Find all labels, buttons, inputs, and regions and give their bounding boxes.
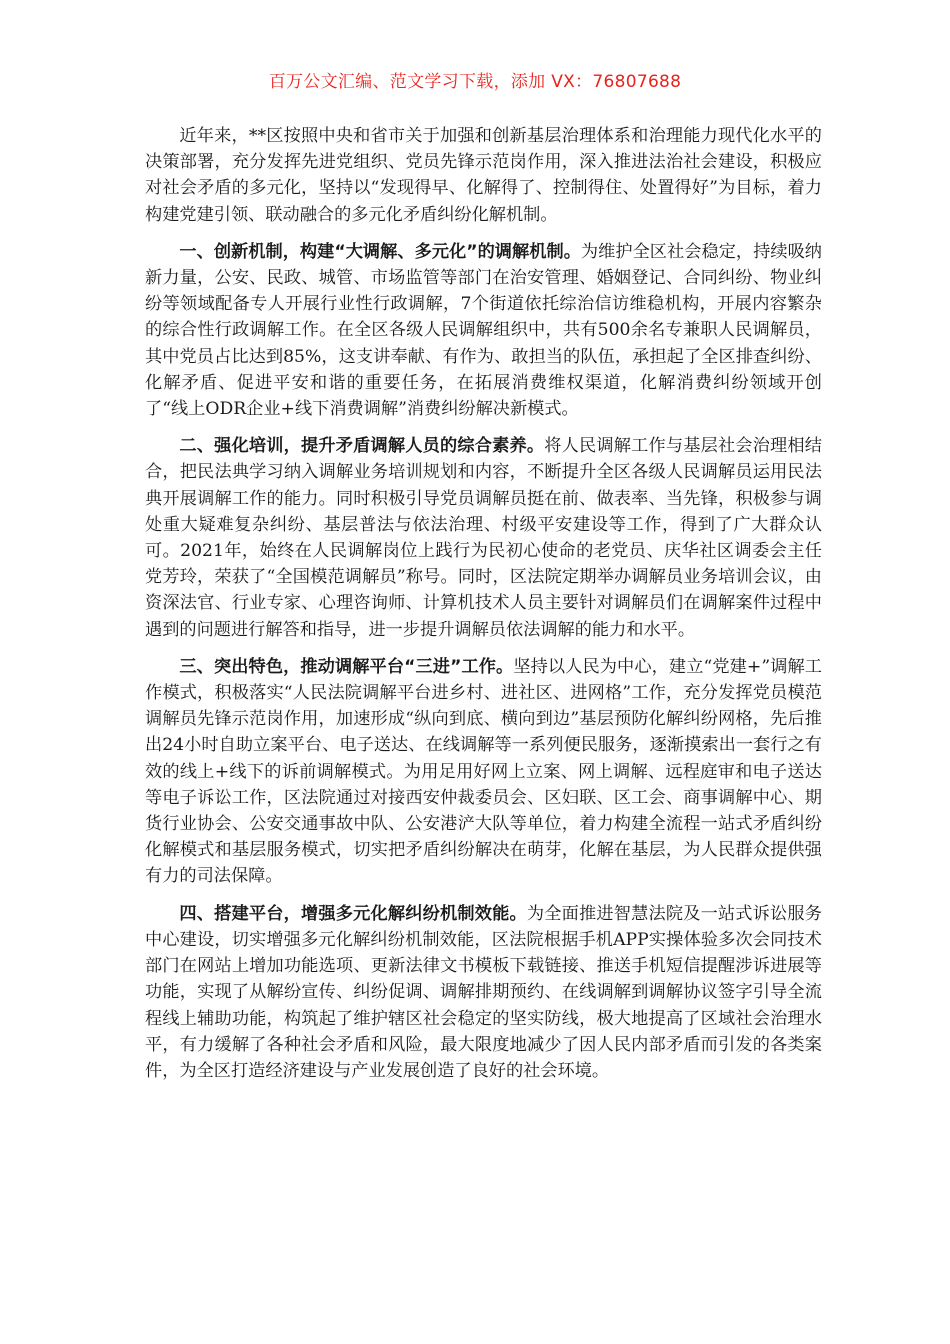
section-text-2: 将人民调解工作与基层社会治理相结合，把民法典学习纳入调解业务培训规划和内容，不断提升全区各级人民调解员运用民法典开展调解工作的能力。同时积极引导党员调解员挺在前、做表率、当先锋，积极参与调处重大疑难复杂纠纷、基层普法与依法治理、村级平安建设等工作，得到了广大群众认可。2021年，始终在人民调解岗位上践行为民初心使命的老党员、庆华社区调委会主任党芳玲，荣获了“全国模范调解员”称号。同时，区法院定期举办调解员业务培训会议，由资深法官、行业专家、心理咨询师、计算机技术人员主要针对调解员们在调解案件过程中遇到的问题进行解答和指导，进一步提升调解员依法调解的能力和水平。 xyxy=(145,436,822,640)
section-heading-1: 一、创新机制，构建“大调解、多元化”的调解机制。 xyxy=(179,241,581,262)
section-paragraph-3 xyxy=(145,654,822,890)
section-heading-2: 二、强化培训，提升矛盾调解人员的综合素养。 xyxy=(179,436,545,457)
section-text-1: 为维护全区社会稳定，持续吸纳新力量，公安、民政、城管、市场监管等部门在治安管理、婚姻登记、合同纠纷、物业纠纷等领域配备专人开展行业性行政调解，7个街道依托综治信访维稳机构，开展内容繁杂的综合性行政调解工作。在全区各级人民调解组织中，共有500余名专兼职人民调解员，其中党员占比达到85%，这支讲奉献、有作为、敢担当的队伍，承担起了全区排查纠纷、化解矛盾、促进平安和谐的重要任务，在拓展消费维权渠道，化解消费纠纷领域开创了“线上ODR企业+线下消费调解”消费纠纷解决新模式。 xyxy=(145,241,822,420)
section-paragraph-1 xyxy=(145,239,822,422)
section-text-3: 坚持以人民为中心，建立“党建+”调解工作模式，积极落实“人民法院调解平台进乡村、进社区、进网格”工作，充分发挥党员模范调解员先锋示范岗作用，加速形成“纵向到底、横向到边”基层预防化解纠纷网格，先后推出24小时自助立案平台、电子送达、在线调解等一系列便民服务，逐渐摸索出一套行之有效的线上+线下的诉前调解模式。为用足用好网上立案、网上调解、远程庭审和电子送达等电子诉讼工作，区法院通过对接西安仲裁委员会、区妇联、区工会、商事调解中心、期货行业协会、公安交通事故中队、公安港浐大队等单位，着力构建全流程一站式矛盾纠纷化解模式和基层服务模式，切实把矛盾纠纷解决在萌芽，化解在基层，为人民群众提供强有力的司法保障。 xyxy=(145,656,822,887)
section-paragraph-4 xyxy=(145,901,822,1084)
section-paragraph-2 xyxy=(145,433,822,643)
section-heading-4: 四、搭建平台，增强多元化解纠纷机制效能。 xyxy=(179,903,527,924)
section-heading-3: 三、突出特色，推动调解平台“三进”工作。 xyxy=(179,656,514,677)
intro-paragraph: 近年来，**区按照中央和省市关于加强和创新基层治理体系和治理能力现代化水平的决策部署，充分发挥先进党组织、党员先锋示范岗作用，深入推进法治社会建设，积极应对社会矛盾的多元化，坚持以“发现得早、化解得了、控制得住、处置得好”为目标，着力构建党建引领、联动融合的多元化矛盾纠纷化解机制。 xyxy=(145,126,822,225)
document-body xyxy=(145,123,822,1095)
promo-banner: 百万公文汇编、范文学习下载，添加 VX：76807688 xyxy=(268,72,682,92)
section-text-4: 为全面推进智慧法院及一站式诉讼服务中心建设，切实增强多元化解纠纷机制效能，区法院根据手机APP实操体验多次会同技术部门在网站上增加功能选项、更新法律文书模板下载链接、推送手机短信提醒涉诉进展等功能，实现了从解纷宣传、纠纷促调、调解排期预约、在线调解到调解协议签字引导全流程线上辅助功能，构筑起了维护辖区社会稳定的坚实防线，极大地提高了区域社会治理水平，有力缓解了各种社会矛盾和风险，最大限度地减少了因人民内部矛盾而引发的各类案件，为全区打造经济建设与产业发展创造了良好的社会环境。 xyxy=(145,903,822,1081)
